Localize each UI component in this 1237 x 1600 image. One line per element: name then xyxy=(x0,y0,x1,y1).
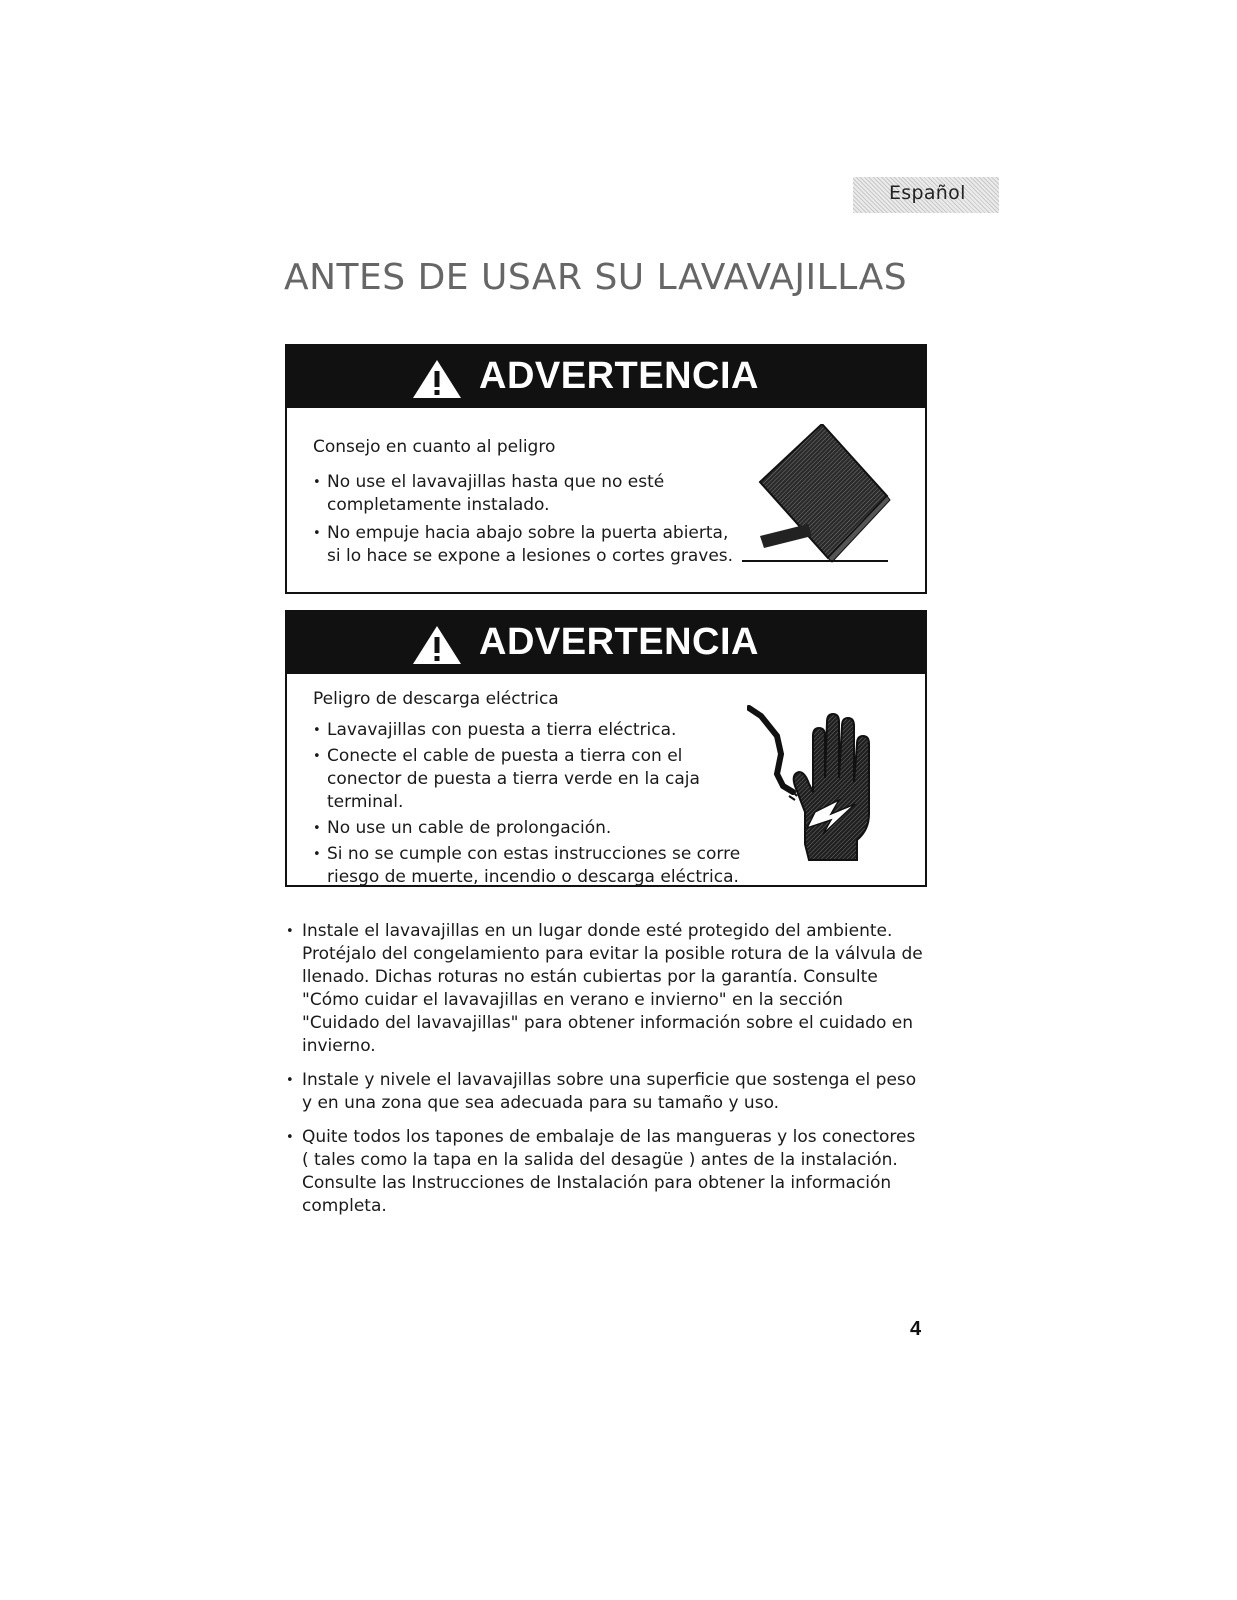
page-number: 4 xyxy=(910,1318,922,1340)
warning-header xyxy=(287,346,925,408)
warning-item: • No use un cable de prolongación. xyxy=(313,817,743,840)
warning-body xyxy=(313,436,743,573)
warning-word: ADVERTENCIA xyxy=(479,355,759,397)
electric-shock-hand-icon xyxy=(747,704,877,864)
instruction-item: • Quite todos los tapones de embalaje de las mangueras y los conectores ( tales como la tapa en la salida del desagüe ) antes de la instalación. Consulte las Instrucciones de Instalación para obtener la información completa. xyxy=(286,1126,926,1218)
warning-item: • Si no se cumple con estas instrucciones se corre riesgo de muerte, incendio o descarga eléctrica. xyxy=(313,843,743,889)
warning-box-tip-hazard xyxy=(285,344,927,594)
language-tab xyxy=(853,177,999,213)
warning-subtitle: Peligro de descarga eléctrica xyxy=(313,689,559,709)
page-title: ANTES DE USAR SU LAVAVAJILLAS xyxy=(284,257,908,298)
language-label: Español xyxy=(889,182,966,204)
instruction-item: • Instale el lavavajillas en un lugar donde esté protegido del ambiente. Protéjalo del congelamiento para evitar la posible rotura de la válvula de llenado. Dichas roturas no están cubiertas por la garantía. Consulte "Cómo cuidar el lavavajillas en verano e invierno" en la sección "Cuidado del lavavajillas" para obtener información sobre el cuidado en invierno. xyxy=(286,920,926,1058)
warning-box-electric-shock xyxy=(285,610,927,887)
warning-triangle-icon xyxy=(411,358,463,400)
instruction-item: • Instale y nivele el lavavajillas sobre una superficie que sostenga el peso y en una zona que sea adecuada para su tamaño y uso. xyxy=(286,1069,926,1115)
warning-item: • Conecte el cable de puesta a tierra con el conector de puesta a tierra verde en la caja terminal. xyxy=(313,745,743,814)
warning-item: • Lavavajillas con puesta a tierra eléctrica. xyxy=(313,719,743,742)
warning-subtitle: Consejo en cuanto al peligro xyxy=(313,437,556,457)
warning-word: ADVERTENCIA xyxy=(479,621,759,663)
warning-list xyxy=(313,471,743,568)
instructions-list xyxy=(286,920,926,1229)
warning-triangle-icon xyxy=(411,624,463,666)
warning-item: • No empuje hacia abajo sobre la puerta abierta, si lo hace se expone a lesiones o cortes graves. xyxy=(313,522,747,568)
warning-body xyxy=(313,688,743,892)
warning-list xyxy=(313,719,743,889)
warning-header xyxy=(287,612,925,674)
dishwasher-door-tip-icon xyxy=(742,424,892,564)
warning-item: • No use el lavavajillas hasta que no esté completamente instalado. xyxy=(313,471,747,517)
